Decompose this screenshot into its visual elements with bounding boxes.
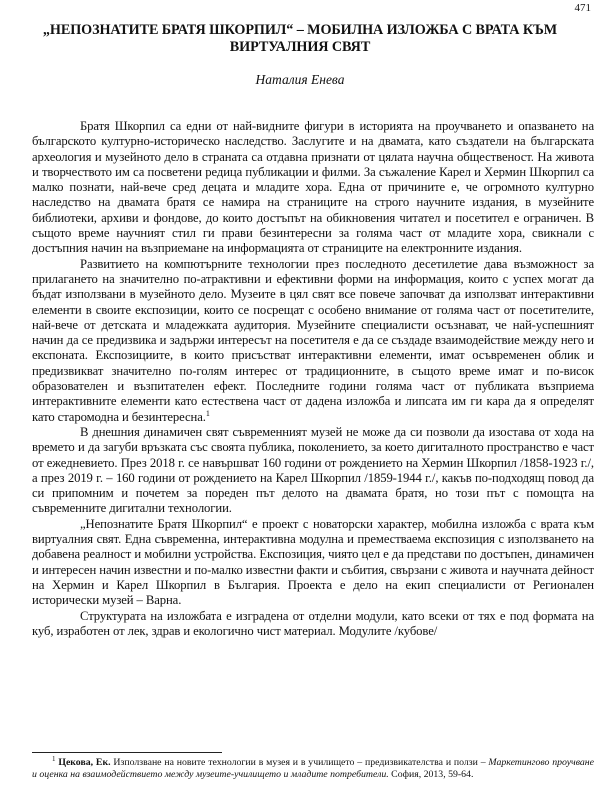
footnote-text: Използване на новите технологии в музея и в училището – предизвикателства и ползи – — [110, 757, 489, 768]
article-title: „НЕПОЗНАТИТЕ БРАТЯ ШКОРПИЛ“ – МОБИЛНА ИЗЛОЖБА С ВРАТА КЪМ ВИРТУАЛНИЯ СВЯТ — [42, 22, 558, 55]
footnote-number: 1 — [52, 755, 56, 763]
paragraph-text: Развитието на компютърните технологии през последното десетилетие дава възможност за прилагането на значително по-атрактивни и ефективни форми на информация, които с успех могат да бъдат използвани в музейното дело. Музеите в цял свят все повече започват да използват интерактивни елементи в своите експозиции, които се посрещат с особено внимание от голяма част от посетителите, най-вече от детската и младежката аудитория. Музейните специалисти осъзнават, че най-успешният начин да се предизвика и задържи интересът на посетителя е да се създаде взаимодействие между него и експоната. Експозициите, в които присъстват интерактивни елементи, имат осъвременен облик и предизвикват значително по-голям интерес от традиционните, в същото време имат и по-висок образователен и възпитателен ефект. Последните години голяма част от публиката възприема интерактивните елементи като естествена част от дадена изложба и липсата им ги кара да я определят като старомодна и безинтересна. — [32, 256, 594, 424]
paragraph: Братя Шкорпил са едни от най-видните фигури в историята на проучването и опазването на българското културно-историческо наследство. Заслугите и на двамата, като създатели на българската археология и музейното дело в страната са отдавна признати от цялата научна общественост. На живота и творчеството им са посветени редица публикации и филми. За съжаление Карел и Хермин Шкорпил са малко познати, най-вече сред децата и младите хора. Една от причините е, че огромното културно наследство на двамата братя се намира на страниците на строго научните издания, в музейните библиотеки, архиви и фондове, до които достъпът на обикновения читател и посетител е ограничен. В същото време научният стил ги прави безинтересни за голяма част от младите хора, свикнали с достъпния начин на възприемане на информацията от страниците на електронните издания. — [32, 119, 594, 256]
paragraph — [32, 257, 594, 425]
footnote-source-title: Маркетингово проучване и оценка на взаимодействието между музеите-училището и младите потребители. — [32, 757, 595, 780]
footnote-reference[interactable]: 1 — [205, 408, 210, 418]
footnote-publication: София, 2013, 59-64. — [388, 768, 474, 780]
author-name: Наталия Енева — [255, 72, 345, 87]
footnote — [32, 757, 594, 781]
footnote-separator — [32, 752, 222, 753]
paragraph: Структурата на изложбата е изградена от отделни модули, като всеки от тях е под формата на куб, изработен от лек, здрав и екологично чист материал. Модулите /кубове/ — [32, 608, 594, 638]
article-body — [32, 119, 594, 639]
paragraph: „Непознатите Братя Шкорпил“ е проект с новаторски характер, мобилна изложба с врата към виртуалния свят. Една съвременна, интерактивна модулна и преместваема експозиция с използването на добавена реалност и мобилни устройства. Експозиция, чиято цел е да представи по достъпен, динамичен и интересен начин известни и по-малко известни факти и събития, свързани с живота и научната дейност на Хермин и Карел Шкорпил в България. Проекта е дело на екип специалисти от Регионален исторически музей – Варна. — [32, 516, 594, 608]
paragraph: В днешния динамичен свят съвременният музей не може да си позволи да изостава от хода на времето и да загуби връзката със своята публика, поколението, за което дигиталното пространство е част от ежедневието. През 2018 г. се навършват 160 години от рождението на Хермин Шкорпил /1858-1923 г./, а през 2019 г. – 160 години от рождението на Карел Шкорпил /1859-1944 г./, какъв по-подходящ повод да си припомним и почетем за пореден път делото на двамата братя, но този път с помощта на съвременните дигитални технологии. — [32, 424, 594, 516]
page-number: 471 — [574, 2, 591, 14]
footnote-author: Цекова, Ек. — [58, 757, 111, 768]
